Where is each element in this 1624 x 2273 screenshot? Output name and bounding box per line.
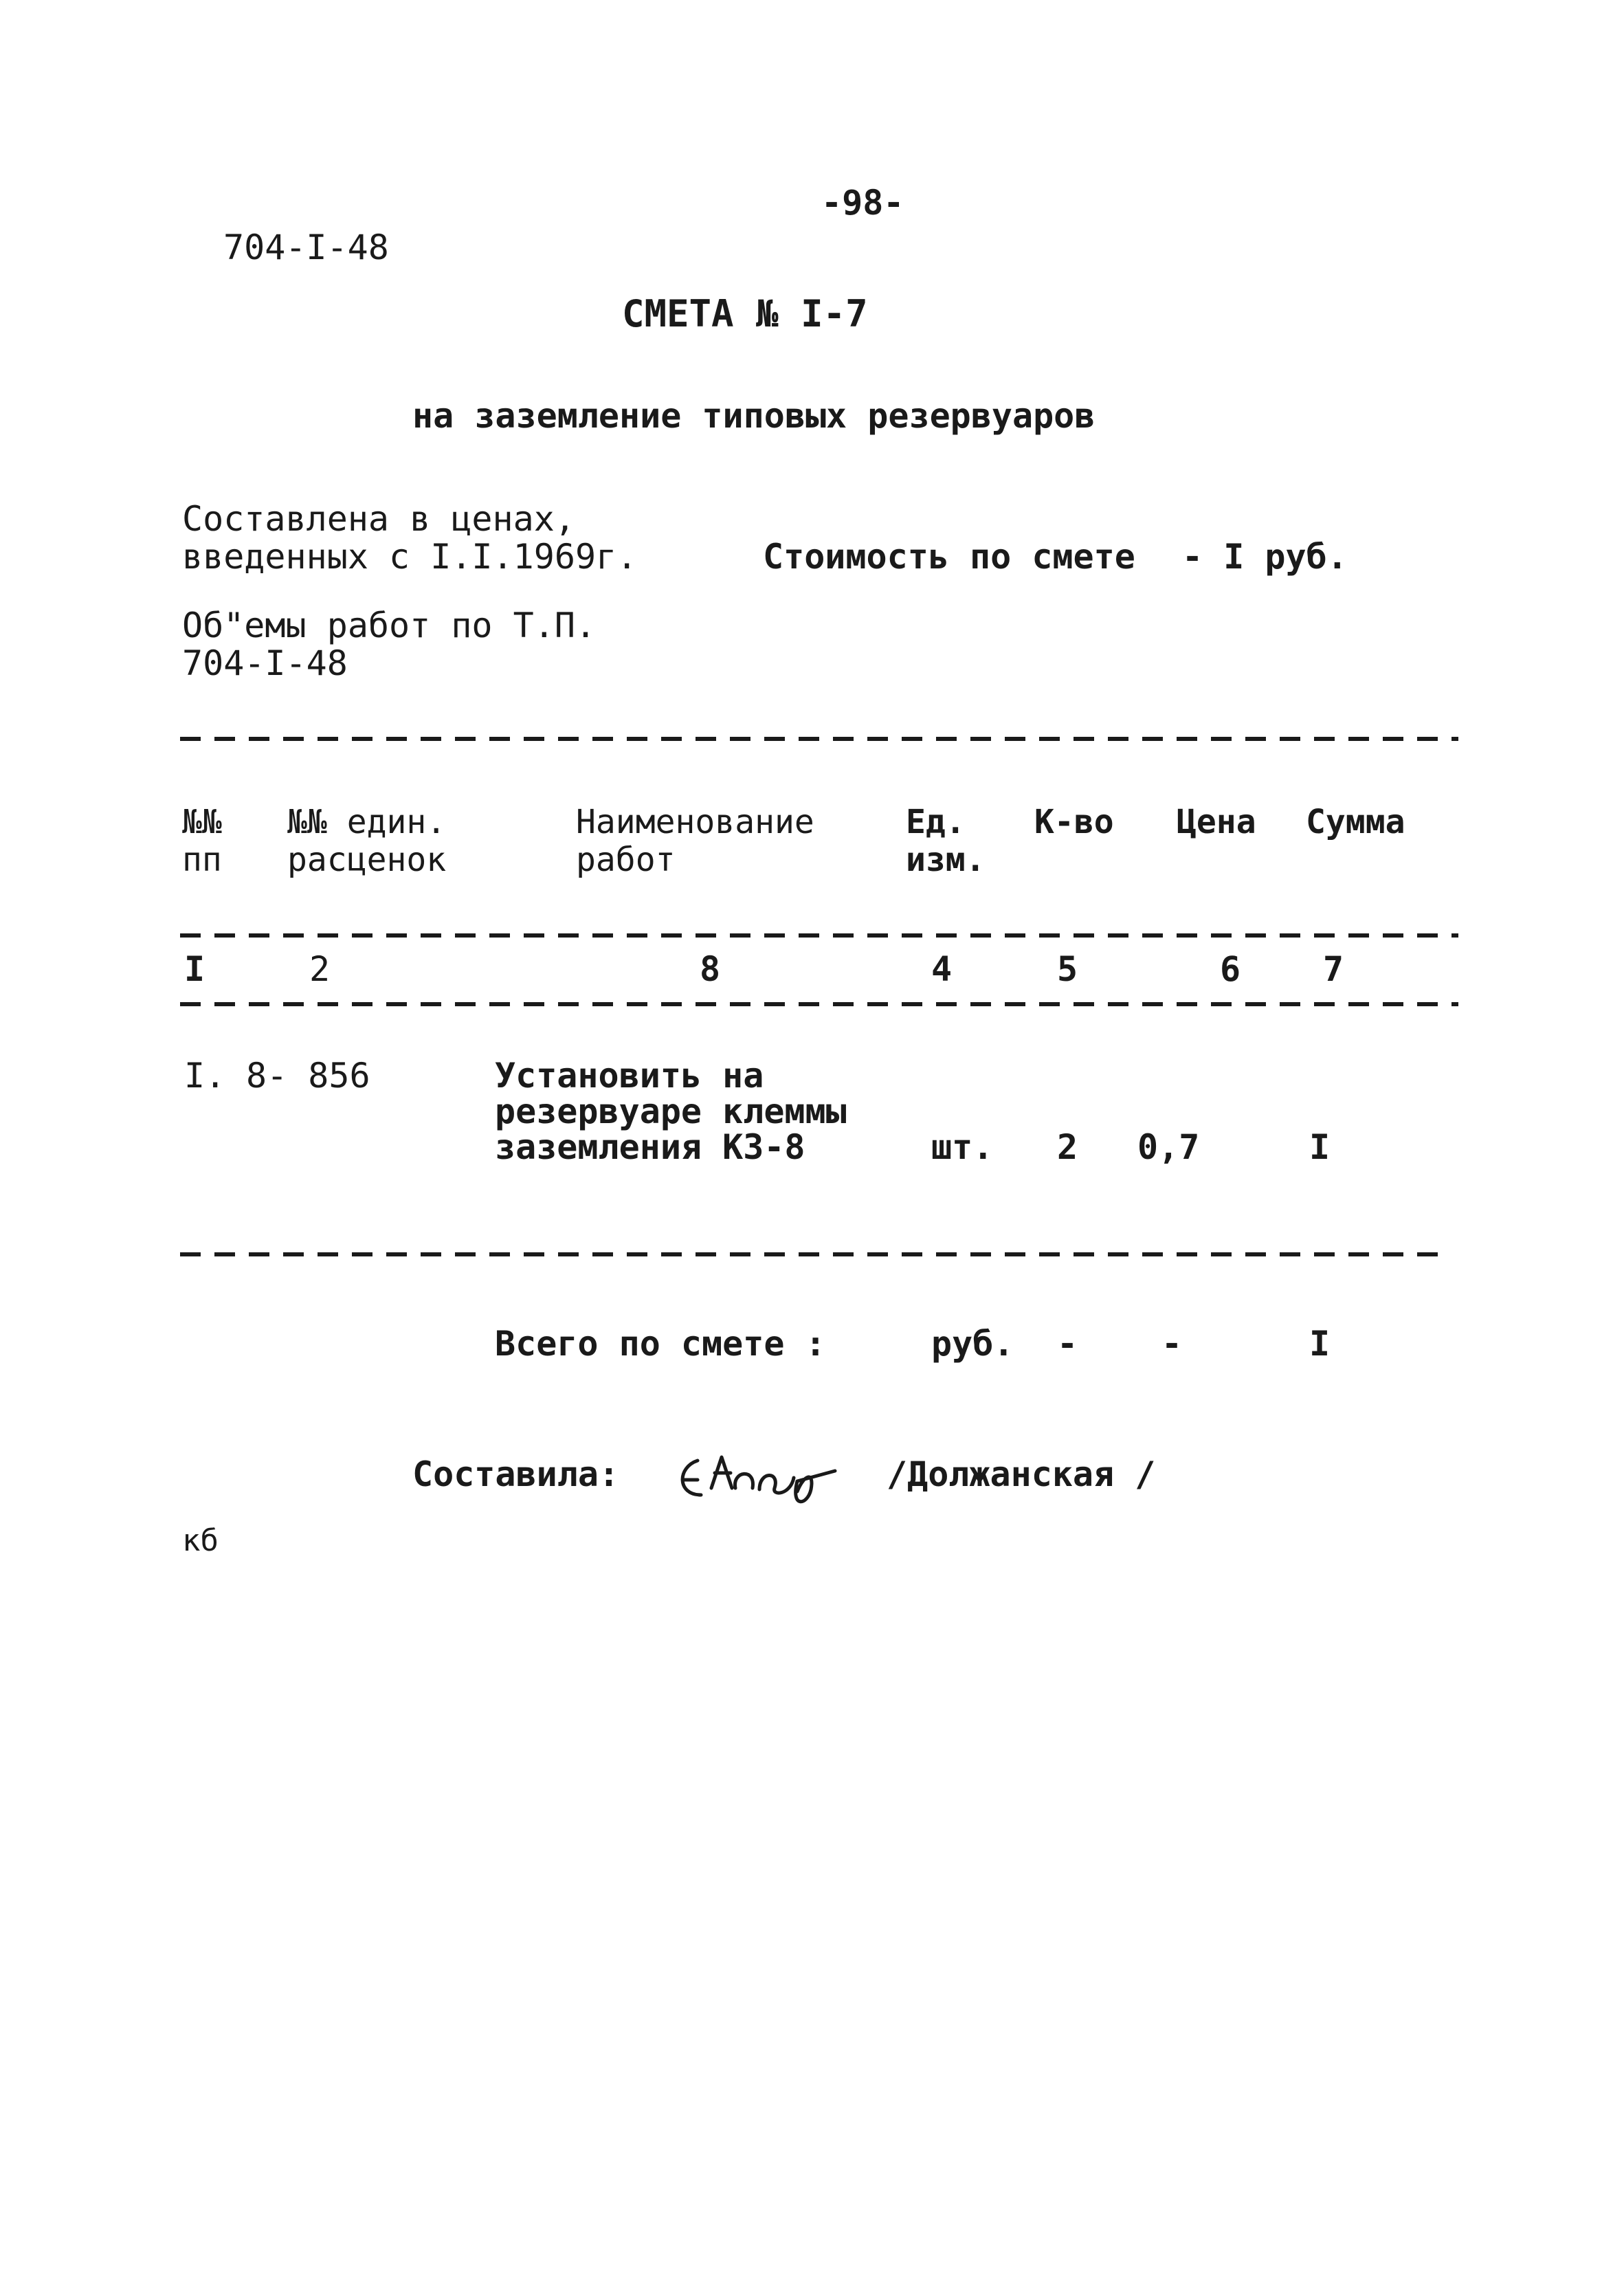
col-number-4: 4 [931, 949, 953, 989]
compiler-name: /Должанская / [887, 1454, 1156, 1494]
header-col6: Цена [1177, 803, 1256, 841]
cost-label: Стоимость по смете [763, 537, 1135, 577]
row-work-name-line3: заземления КЗ-8 [495, 1127, 805, 1167]
separator-header [180, 933, 1458, 938]
total-qty: - [1057, 1324, 1078, 1364]
header-col3-line1: Наименование [576, 803, 814, 841]
col-number-6: 6 [1220, 949, 1241, 989]
col-number-3: 8 [700, 949, 721, 989]
row-sum: I [1309, 1127, 1331, 1167]
header-col7: Сумма [1306, 803, 1405, 841]
row-quantity: 2 [1057, 1127, 1078, 1167]
separator-top [180, 737, 1458, 741]
row-price: 0,7 [1137, 1127, 1200, 1167]
total-sum: I [1309, 1324, 1331, 1364]
separator-col-numbers [180, 1002, 1458, 1006]
col-number-2: 2 [309, 949, 331, 989]
row-work-name-line2: резервуаре клеммы [495, 1091, 847, 1131]
total-price: - [1161, 1324, 1183, 1364]
total-label: Всего по смете : [495, 1324, 826, 1364]
volumes-note-line1: Об"емы работ по Т.П. [182, 606, 597, 645]
row-unit: шт. [931, 1127, 994, 1167]
header-col4-line1: Ед. [906, 803, 966, 841]
header-col4-line2: изм. [906, 841, 986, 879]
prices-note-line2: введенных с I.I.1969г. [182, 537, 638, 577]
header-col1-line1: №№ [182, 803, 222, 841]
prices-note-line1: Составлена в ценах, [182, 499, 575, 539]
row-number: I. [184, 1056, 226, 1096]
handwritten-signature [670, 1440, 876, 1516]
separator-bottom [180, 1252, 1438, 1256]
header-col3-line2: работ [576, 841, 676, 879]
col-number-7: 7 [1323, 949, 1344, 989]
document-subtitle: на заземление типовых резервуаров [412, 396, 1095, 436]
header-col2-line2: расценок [287, 841, 447, 879]
row-work-name-line1: Установить на [495, 1056, 764, 1096]
header-col5: К-во [1034, 803, 1114, 841]
col-number-5: 5 [1057, 949, 1078, 989]
document-code: 704-I-48 [223, 228, 389, 267]
document-title: СМЕТА № I-7 [622, 292, 868, 335]
header-col2-line1: №№ един. [287, 803, 447, 841]
col-number-1: I [184, 949, 205, 989]
header-col1-line2: пп [182, 841, 222, 879]
volumes-note-line2: 704-I-48 [182, 643, 348, 683]
page-number: -98- [821, 183, 904, 223]
compiled-by-label: Составила: [412, 1454, 620, 1494]
cost-value: - I руб. [1182, 537, 1348, 577]
total-unit: руб. [931, 1324, 1014, 1364]
row-rate-code: 8- 856 [246, 1056, 370, 1096]
typist-initials: кб [182, 1523, 219, 1558]
